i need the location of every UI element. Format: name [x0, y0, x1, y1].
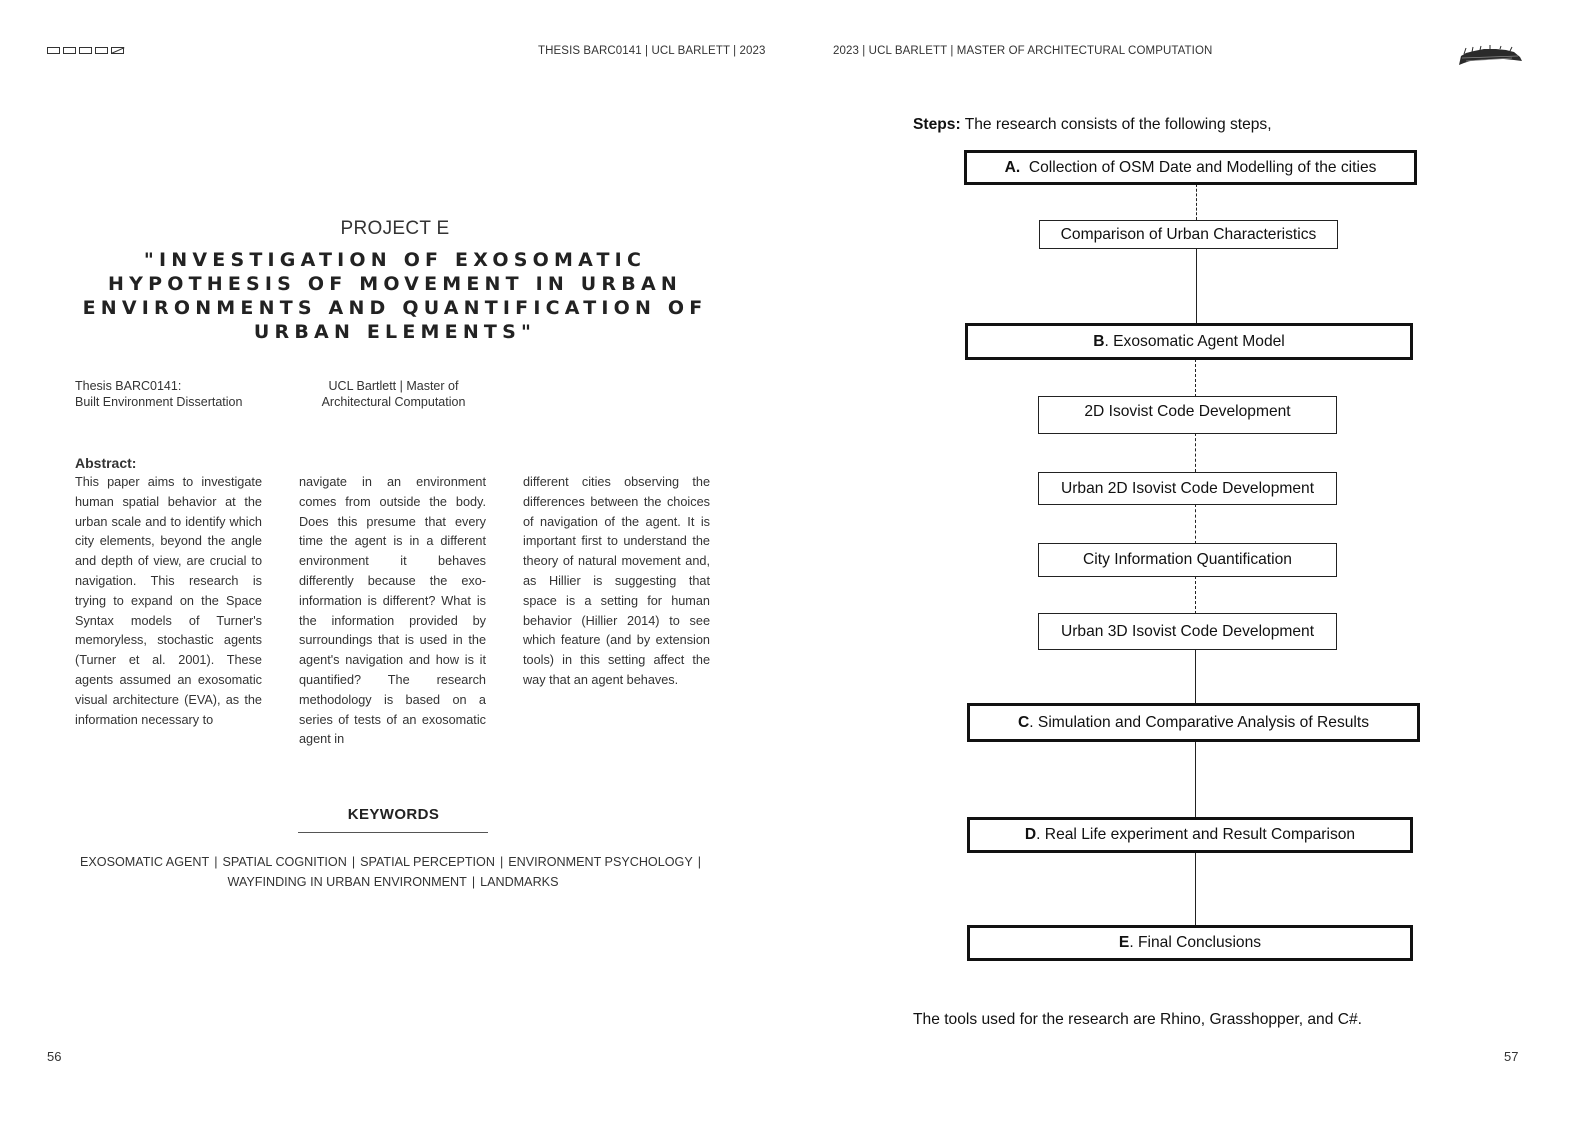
tools-text: The tools used for the research are Rhino, Grasshopper, and C#. — [913, 1011, 1363, 1028]
step-b-text: . Exosomatic Agent Model — [1104, 332, 1285, 350]
keywords-title: KEYWORDS — [347, 806, 440, 823]
connector-solid — [1195, 851, 1196, 926]
step-d-box — [967, 817, 1413, 853]
school-info-line2: Architectural Computation — [321, 395, 466, 409]
step-c-letter: C — [1017, 713, 1030, 731]
header-left-text: THESIS BARC0141 | UCL BARLETT | 2023 — [538, 45, 766, 57]
steps-label: Steps: — [913, 116, 961, 133]
step-b-box — [965, 323, 1413, 360]
progress-step-5-current — [111, 47, 124, 54]
step-d-letter: D — [1024, 826, 1037, 843]
school-info — [300, 378, 487, 410]
step-a-text: Collection of OSM Date and Modelling of the cities — [1028, 158, 1377, 176]
step-b-letter: B — [1093, 332, 1105, 350]
step-e-letter: E — [1118, 934, 1130, 951]
step-b1-box: 2D Isovist Code Development — [1038, 396, 1337, 434]
step-a1-box: Comparison of Urban Characteristics — [1039, 220, 1338, 249]
page-number-right: 57 — [1504, 1049, 1519, 1064]
keywords-list: EXOSOMATIC AGENT | SPATIAL COGNITION | SPATIAL PERCEPTION | ENVIRONMENT PSYCHOLOGY | WAYFINDING IN URBAN ENVIRONMENT | LANDMARKS — [79, 855, 702, 889]
connector-dashed — [1195, 433, 1196, 472]
keywords-divider — [298, 832, 488, 833]
step-e-text: . Final Conclusions — [1129, 934, 1262, 951]
step-c-text: . Simulation and Comparative Analysis of Results — [1029, 713, 1370, 731]
step-a-letter: A. — [1004, 158, 1021, 176]
keyword: ENVIRONMENT PSYCHOLOGY — [508, 855, 693, 869]
thesis-info-line2: Built Environment Dissertation — [75, 395, 243, 409]
step-e-box — [967, 925, 1413, 961]
step-d-text: . Real Life experiment and Result Comparison — [1036, 826, 1356, 843]
logo-sketch-icon — [1456, 44, 1524, 68]
connector-dashed — [1195, 576, 1196, 614]
step-b4-box: Urban 3D Isovist Code Development — [1038, 613, 1337, 650]
keyword: EXOSOMATIC AGENT — [79, 855, 210, 869]
step-b2-box: Urban 2D Isovist Code Development — [1038, 472, 1337, 505]
progress-step-3 — [79, 47, 92, 54]
header-right-text: 2023 | UCL BARLETT | MASTER OF ARCHITECTURAL COMPUTATION — [833, 45, 1213, 57]
project-label: PROJECT E — [340, 218, 450, 239]
connector-solid — [1195, 649, 1196, 704]
connector-dashed — [1195, 359, 1196, 397]
connector-solid — [1195, 741, 1196, 818]
abstract-column-2: navigate in an environment comes from outside the body. Does this presume that every time the agent is in a different environment it behaves differently because the exo-information is different? What is the information provided by surroundings that is used in the agent's navigation and how is it quantified? The research methodology is based on a series of tests of an exosomatic agent in — [299, 475, 486, 747]
page-title: "INVESTIGATION OF EXOSOMATIC HYPOTHESIS OF MOVEMENT IN URBAN ENVIRONMENTS AND QUANTIFICATION OF URBAN ELEMENTS" — [82, 249, 708, 343]
abstract-heading: Abstract: — [75, 455, 137, 471]
steps-intro-text: The research consists of the following steps, — [960, 116, 1272, 133]
page-number-left: 56 — [47, 1049, 62, 1064]
steps-intro — [913, 116, 1272, 134]
keyword: WAYFINDING IN URBAN ENVIRONMENT — [227, 875, 467, 889]
abstract-column-3: different cities observing the differences between the choices of navigation of the agent. It is important first to understand the theory of natural movement and, as Hillier is suggesting that space is a setting for human behavior (Hillier 2014) to see which feature (and by extension tools) in this setting affect the way that an agent behaves. — [523, 475, 710, 687]
step-c-box — [967, 703, 1420, 742]
abstract-column-1: This paper aims to investigate human spatial behavior at the urban scale and to identify which city elements, beyond the angle and depth of view, are crucial to navigation. This research is trying to expand on the Space Syntax models of Turner's memoryless, stochastic agents (Turner et al. 2001). These agents assumed an exosomatic visual architecture (EVA), as the information necessary to — [75, 475, 262, 727]
keyword: SPATIAL PERCEPTION — [360, 855, 495, 869]
progress-step-4 — [95, 47, 108, 54]
step-a-box — [964, 150, 1417, 185]
connector-solid — [1196, 248, 1197, 324]
thesis-info-line1: Thesis BARC0141: — [75, 379, 182, 393]
thesis-info — [75, 378, 242, 410]
page-progress-indicator — [47, 47, 124, 54]
progress-step-2 — [63, 47, 76, 54]
school-info-line1: UCL Bartlett | Master of — [328, 379, 459, 393]
keyword: SPATIAL COGNITION — [222, 855, 347, 869]
progress-step-1 — [47, 47, 60, 54]
keyword: LANDMARKS — [480, 875, 559, 889]
connector-dashed — [1196, 184, 1197, 220]
connector-dashed — [1195, 504, 1196, 544]
step-b3-box: City Information Quantification — [1038, 543, 1337, 577]
